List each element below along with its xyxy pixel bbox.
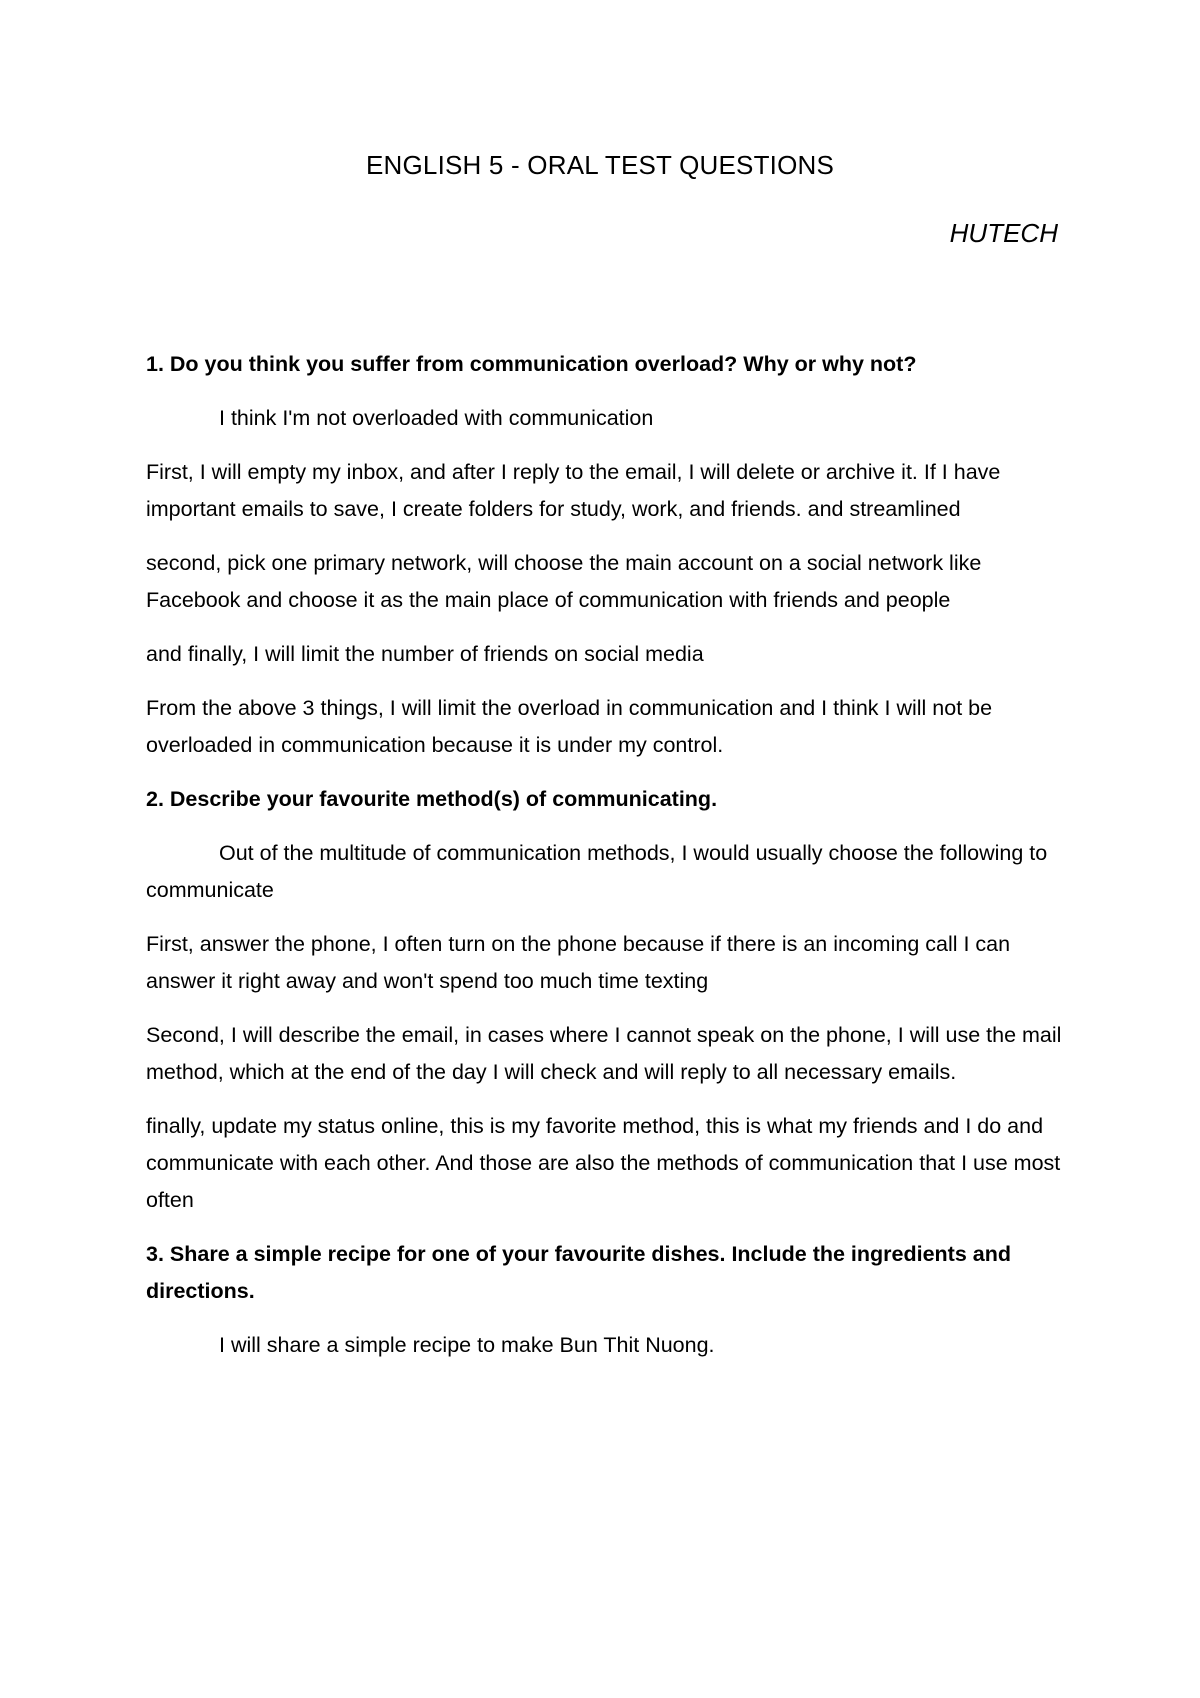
document-body [146,346,1066,1381]
section-2 [146,781,1066,1219]
answer-2-paragraph-2: First, answer the phone, I often turn on the phone because if there is an incoming call I can answer it right away and won't spend too much time texting [146,932,1011,993]
organization-name: HUTECH [949,218,1058,248]
answer-1-paragraph-4: and finally, I will limit the number of friends on social media [146,642,704,666]
answer-2-paragraph-3: Second, I will describe the email, in cases where I cannot speak on the phone, I will use the mail method, which at the end of the day I will check and will reply to all necessary emails. [146,1023,1062,1084]
section-1 [146,346,1066,764]
document-title: ENGLISH 5 - ORAL TEST QUESTIONS [365,150,835,180]
answer-1-paragraph-3: second, pick one primary network, will choose the main account on a social network like Facebook and choose it as the main place of communication with friends and people [146,551,982,612]
answer-1-paragraph-1: I think I'm not overloaded with communication [219,406,654,430]
answer-2-paragraph-4: finally, update my status online, this is my favorite method, this is what my friends and I do and communicate with each other. And those are also the methods of communication that I use most often [146,1114,1061,1212]
answer-1-paragraph-2: First, I will empty my inbox, and after I reply to the email, I will delete or archive it. If I have important emails to save, I create folders for study, work, and friends. and streamlined [146,460,1001,521]
answer-3-paragraph-1: I will share a simple recipe to make Bun Thit Nuong. [219,1333,715,1357]
answer-1-paragraph-5: From the above 3 things, I will limit the overload in communication and I think I will not be overloaded in communication because it is under my control. [146,696,993,757]
section-3 [146,1236,1066,1364]
question-3: 3. Share a simple recipe for one of your favourite dishes. Include the ingredients and directions. [146,1242,1011,1303]
answer-2-paragraph-1: Out of the multitude of communication methods, I would usually choose the following to communicate [146,841,1048,902]
question-2: 2. Describe your favourite method(s) of communicating. [146,787,718,811]
question-1: 1. Do you think you suffer from communication overload? Why or why not? [146,352,917,376]
